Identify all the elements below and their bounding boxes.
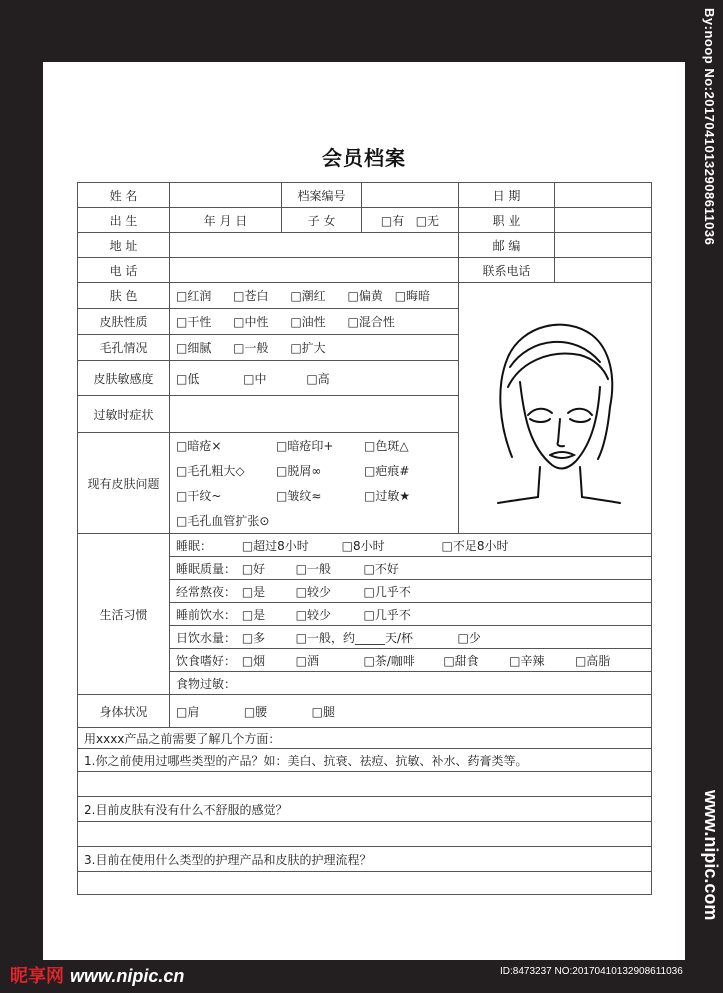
label-contact-phone: 联系电话 [459, 258, 555, 283]
page-title: 会员档案 [322, 146, 406, 170]
checkbox-skin-type[interactable]: □油性 [290, 315, 326, 329]
skin-color-options [170, 283, 459, 309]
checkbox-pores[interactable]: □一般 [233, 341, 269, 355]
checkbox-sensitivity[interactable]: □中 [243, 371, 267, 386]
life-sub-label: 睡前饮水： [176, 607, 237, 622]
checkbox-life[interactable]: □是 [241, 607, 266, 622]
label-date: 日 期 [459, 183, 555, 208]
row-body [78, 695, 652, 728]
checkbox-problem[interactable]: □皱纹≈ [276, 489, 322, 503]
watermark-vertical-site: www.nipic.com [701, 790, 721, 921]
checkbox-problem[interactable]: □暗疮× [176, 439, 222, 453]
checkbox-skin-color[interactable]: □晦暗 [394, 289, 431, 303]
row-address [78, 233, 652, 258]
field-file-no[interactable] [362, 183, 459, 208]
checkbox-life[interactable]: □较少 [295, 584, 331, 599]
life-sub-label: 食物过敏： [176, 676, 237, 691]
field-date[interactable] [555, 183, 652, 208]
label-postcode: 邮 编 [459, 233, 555, 258]
life-sub-label: 饮食嗜好： [176, 653, 237, 668]
watermark-brand [10, 962, 184, 988]
row-intro [78, 728, 652, 749]
checkbox-sensitivity[interactable]: □高 [306, 371, 330, 386]
checkbox-life[interactable]: □酒 [295, 653, 319, 668]
sensitivity-options [170, 361, 459, 396]
life-row-sleep [170, 534, 652, 557]
watermark-id: ID:8473237 NO:20170410132908611036 [500, 966, 683, 977]
checkbox-life[interactable]: □少 [457, 630, 481, 645]
checkbox-life[interactable]: □甜食 [443, 653, 479, 668]
checkbox-life[interactable]: □辛辣 [509, 653, 545, 668]
watermark-vertical: By:noop No:20170410132908611036 [702, 8, 717, 246]
checkbox-life[interactable]: □是 [241, 584, 266, 599]
life-sub-label: 睡眠质量： [176, 561, 237, 576]
field-job[interactable] [555, 208, 652, 233]
skin-type-options [170, 309, 459, 335]
life-row-food-allergy [170, 672, 652, 695]
checkbox-life[interactable]: □几乎不 [363, 584, 411, 599]
life-row-daily-water [170, 626, 652, 649]
life-row-bedtime-water [170, 603, 652, 626]
life-sub-label: 日饮水量： [176, 630, 237, 645]
label-phone: 电 话 [78, 258, 170, 283]
checkbox-life[interactable]: □多 [241, 630, 266, 645]
checkbox-skin-color[interactable]: □苍白 [233, 289, 269, 303]
checkbox-life[interactable]: □茶/咖啡 [363, 653, 415, 668]
life-sub-label: 睡眠： [176, 538, 213, 553]
label-birth: 出 生 [78, 208, 170, 233]
face-illustration-cell [459, 283, 652, 534]
watermark-site: www.nipic.cn [70, 966, 185, 986]
checkbox-skin-color[interactable]: □潮红 [290, 289, 326, 303]
checkbox-skin-color[interactable]: □偏黄 [347, 289, 383, 303]
label-file-no: 档案编号 [282, 183, 362, 208]
row-q2 [78, 797, 652, 822]
checkbox-life[interactable]: □8小时 [341, 538, 385, 553]
row-q2-answer [78, 822, 652, 847]
field-allergy[interactable] [170, 396, 459, 433]
questions-intro: 用xxxx产品之前需要了解几个方面： [78, 728, 652, 749]
answer-2[interactable] [78, 822, 652, 847]
checkbox-sensitivity[interactable]: □低 [176, 371, 200, 386]
body-options [170, 695, 652, 728]
answer-1[interactable] [78, 772, 652, 797]
row-q1-answer [78, 772, 652, 797]
checkbox-life[interactable]: □一般，约_____天/杯 [295, 630, 414, 645]
checkbox-problem[interactable]: □脱屑∞ [276, 464, 322, 478]
field-postcode[interactable] [555, 233, 652, 258]
checkbox-body[interactable]: □腰 [243, 704, 268, 719]
row-phone [78, 258, 652, 283]
face-illustration [480, 307, 630, 507]
label-pores: 毛孔情况 [78, 335, 170, 361]
problems-options [170, 433, 459, 534]
label-address: 地 址 [78, 233, 170, 258]
life-row-diet [170, 649, 652, 672]
label-sensitivity: 皮肤敏感度 [78, 361, 170, 396]
paper-sheet [43, 62, 685, 960]
checkbox-problem[interactable]: □色斑△ [364, 439, 409, 453]
row-skin-color [78, 283, 652, 309]
row-q3 [78, 847, 652, 872]
checkbox-life[interactable]: □几乎不 [363, 607, 411, 622]
checkbox-life[interactable]: □高脂 [574, 653, 611, 668]
field-name[interactable] [170, 183, 282, 208]
checkbox-life[interactable]: □不足8小时 [441, 538, 509, 553]
checkbox-skin-type[interactable]: □混合性 [347, 315, 395, 329]
label-problems: 现有皮肤问题 [78, 433, 170, 534]
checkbox-life[interactable]: □一般 [295, 561, 331, 576]
checkbox-life[interactable]: □超过8小时 [241, 538, 309, 553]
checkbox-life[interactable]: □好 [241, 561, 266, 576]
checkbox-problem[interactable]: □过敏★ [364, 489, 411, 503]
row-name [78, 183, 652, 208]
label-name: 姓 名 [78, 183, 170, 208]
label-allergy: 过敏时症状 [78, 396, 170, 433]
life-sub-label: 经常熬夜： [176, 584, 237, 599]
label-job: 职 业 [459, 208, 555, 233]
checkbox-problem[interactable]: □疤痕# [364, 464, 410, 478]
row-q3-answer [78, 872, 652, 895]
row-life-0 [78, 534, 652, 557]
label-children: 子 女 [282, 208, 362, 233]
field-birth-ymd[interactable]: 年 月 日 [170, 208, 282, 233]
label-life: 生活习惯 [78, 534, 170, 695]
checkbox-life[interactable]: □较少 [295, 607, 331, 622]
question-2: 2.目前皮肤有没有什么不舒服的感觉？ [78, 797, 652, 822]
question-1: 1.你之前使用过哪些类型的产品？如：美白、抗衰、祛痘、抗敏、补水、药膏类等。 [78, 749, 652, 772]
checkbox-life[interactable]: □烟 [241, 653, 266, 668]
label-body: 身体状况 [78, 695, 170, 728]
checkbox-life[interactable]: □不好 [363, 561, 399, 576]
checkbox-problem[interactable]: □毛孔血管扩张⊙ [176, 514, 270, 528]
question-3: 3.目前在使用什么类型的护理产品和皮肤的护理流程？ [78, 847, 652, 872]
field-phone[interactable] [170, 258, 459, 283]
children-options [362, 208, 459, 233]
field-address[interactable] [170, 233, 459, 258]
checkbox-pores[interactable]: □细腻 [176, 341, 212, 355]
pores-options [170, 335, 459, 361]
watermark-brand-name: 昵享网 [10, 966, 64, 986]
checkbox-skin-type[interactable]: □中性 [233, 315, 269, 329]
checkbox-problem[interactable]: □干纹~ [176, 489, 222, 503]
field-contact-phone[interactable] [555, 258, 652, 283]
member-form-table [77, 182, 652, 895]
checkbox-yes[interactable]: □有 [380, 213, 405, 228]
life-row-sleep-quality [170, 557, 652, 580]
label-skin-color: 肤 色 [78, 283, 170, 309]
checkbox-skin-type[interactable]: □干性 [176, 315, 212, 329]
checkbox-problem[interactable]: □暗疮印+ [276, 439, 334, 453]
checkbox-skin-color[interactable]: □红润 [176, 289, 212, 303]
life-row-late-night [170, 580, 652, 603]
checkbox-pores[interactable]: □扩大 [290, 341, 326, 355]
checkbox-no[interactable]: □无 [415, 213, 440, 228]
answer-3[interactable] [78, 872, 652, 895]
checkbox-problem[interactable]: □毛孔粗大◇ [176, 464, 245, 478]
row-birth [78, 208, 652, 233]
label-skin-type: 皮肤性质 [78, 309, 170, 335]
row-q1 [78, 749, 652, 772]
checkbox-body[interactable]: □腿 [311, 704, 335, 719]
checkbox-body[interactable]: □肩 [176, 704, 200, 719]
